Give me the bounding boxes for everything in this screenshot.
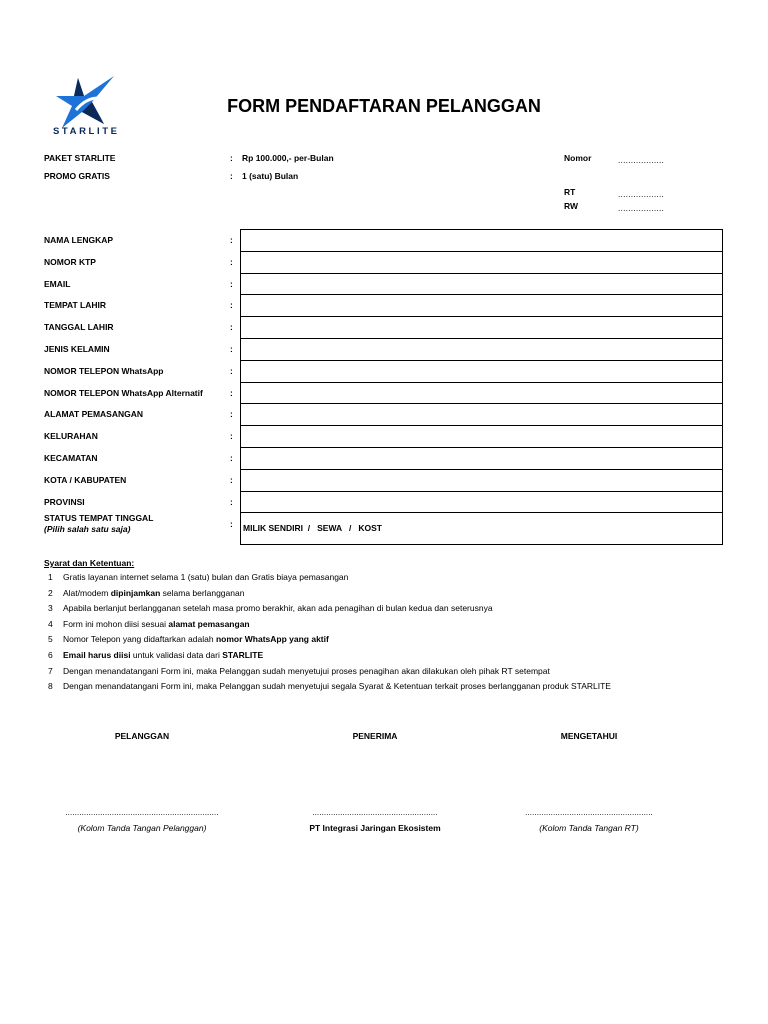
nomor-ktp-input[interactable] xyxy=(241,252,722,274)
colon: : xyxy=(230,409,233,420)
promo-label: PROMO GRATIS xyxy=(44,171,110,181)
paket-value: Rp 100.000,- per-Bulan xyxy=(242,153,334,163)
colon: : xyxy=(230,235,233,245)
field-label: NOMOR TELEPON WhatsApp Alternatif xyxy=(44,387,203,398)
pelanggan-signature-line[interactable]: .................................................................. xyxy=(65,808,219,817)
colon: : xyxy=(230,278,233,289)
colon: : xyxy=(230,431,233,442)
form-label-row xyxy=(44,360,244,382)
nomor-label: Nomor xyxy=(564,153,592,163)
term-text xyxy=(63,619,250,629)
colon: : xyxy=(230,322,233,333)
nomor-field[interactable]: .................. xyxy=(618,155,665,165)
colon: : xyxy=(230,474,233,485)
field-label: NOMOR TELEPON WhatsApp xyxy=(44,365,164,376)
tanggal-lahir-input[interactable] xyxy=(241,317,722,339)
status-options-text: MILIK SENDIRI / SEWA / KOST xyxy=(243,523,383,534)
mengetahui-caption: (Kolom Tanda Tangan RT) xyxy=(539,823,639,833)
list-item xyxy=(44,681,734,697)
terms-heading: Syarat dan Ketentuan: xyxy=(44,558,135,568)
term-text xyxy=(63,681,611,691)
term-text-part: Form ini mohon diisi sesuai xyxy=(63,618,169,629)
term-text-bold: dipinjamkan xyxy=(110,587,161,598)
term-text-part: Nomor Telepon yang didaftarkan adalah xyxy=(63,634,216,645)
form-label-row xyxy=(44,447,244,469)
promo-value: 1 (satu) Bulan xyxy=(242,171,299,181)
list-item xyxy=(44,619,734,635)
list-item xyxy=(44,572,734,588)
field-label: EMAIL xyxy=(44,278,71,289)
rt-label: RT xyxy=(564,187,576,197)
list-item xyxy=(44,650,734,666)
term-text-part: Alat/modem xyxy=(63,587,111,598)
colon: : xyxy=(230,300,233,311)
kota-kabupaten-input[interactable] xyxy=(241,470,722,492)
term-text xyxy=(63,588,244,598)
term-text-bold: alamat pemasangan xyxy=(168,618,250,629)
field-label: NAMA LENGKAP xyxy=(44,235,114,245)
term-number: 8 xyxy=(48,681,53,692)
alamat-pemasangan-input[interactable] xyxy=(241,404,722,426)
term-text-part: Gratis layanan internet selama 1 (satu) bulan dan Gratis biaya pemasangan xyxy=(63,572,349,582)
field-label: ALAMAT PEMASANGAN xyxy=(44,409,144,420)
term-number: 1 xyxy=(48,572,53,582)
mengetahui-signature-line[interactable]: ....................................................... xyxy=(525,808,653,817)
colon: : xyxy=(230,153,233,163)
pelanggan-caption: (Kolom Tanda Tangan Pelanggan) xyxy=(77,823,207,833)
paket-label: PAKET STARLITE xyxy=(44,153,116,163)
field-label: KOTA / KABUPATEN xyxy=(44,474,127,485)
penerima-heading: PENERIMA xyxy=(352,731,398,741)
form-label-row xyxy=(44,491,244,513)
colon: : xyxy=(230,171,233,181)
list-item xyxy=(44,588,734,604)
rw-label: RW xyxy=(564,201,579,211)
terms-list xyxy=(44,572,734,697)
rw-field[interactable]: .................. xyxy=(618,203,665,213)
penerima-caption: PT Integrasi Jaringan Ekosistem xyxy=(309,823,441,833)
form-label-row xyxy=(44,229,244,251)
provinsi-input[interactable] xyxy=(241,492,722,514)
list-item xyxy=(44,666,734,682)
page-title: FORM PENDAFTARAN PELANGGAN xyxy=(227,96,541,116)
nama-lengkap-input[interactable] xyxy=(241,230,722,252)
field-label: TANGGAL LAHIR xyxy=(44,322,114,333)
term-text xyxy=(63,666,550,676)
penerima-signature-line[interactable]: ...................................................... xyxy=(312,808,438,817)
colon: : xyxy=(230,452,233,463)
term-number: 5 xyxy=(48,634,53,645)
field-label: KECAMATAN xyxy=(44,452,98,463)
jenis-kelamin-input[interactable] xyxy=(241,339,722,361)
form-label-row xyxy=(44,273,244,295)
term-number: 3 xyxy=(48,603,53,614)
list-item xyxy=(44,603,734,619)
form-label-row xyxy=(44,469,244,491)
colon: : xyxy=(230,365,233,376)
field-label: PROVINSI xyxy=(44,496,85,507)
list-item xyxy=(44,634,734,650)
rt-field[interactable]: .................. xyxy=(618,189,665,199)
form-label-row xyxy=(44,512,244,543)
term-text-part: Dengan menandatangani Form ini, maka Pelanggan sudah menyetujui proses penagihan akan dilakukan oleh pihak RT setempat xyxy=(63,665,550,676)
field-label: TEMPAT LAHIR xyxy=(44,300,107,311)
colon: : xyxy=(230,343,233,354)
field-label: KELURAHAN xyxy=(44,431,98,442)
term-text-bold: STARLITE xyxy=(222,649,264,660)
term-text xyxy=(63,634,329,644)
tempat-lahir-input[interactable] xyxy=(241,295,722,317)
term-text-part: Apabila berlanjut berlangganan setelah masa promo berakhir, akan ada penagihan di bulan kedua dan seterusnya xyxy=(63,603,493,614)
form-label-row xyxy=(44,316,244,338)
mengetahui-heading: MENGETAHUI xyxy=(560,731,618,741)
kecamatan-input[interactable] xyxy=(241,448,722,470)
form-label-row xyxy=(44,403,244,425)
field-label: JENIS KELAMIN xyxy=(44,343,110,354)
form-labels xyxy=(44,229,244,543)
logo-text: STARLITE xyxy=(53,126,120,137)
term-text-bold: Email harus diisi xyxy=(63,649,131,660)
term-text-bold: nomor WhatsApp yang aktif xyxy=(215,634,329,645)
term-text xyxy=(63,603,493,613)
colon: : xyxy=(230,496,233,507)
term-number: 7 xyxy=(48,665,53,676)
email-input[interactable] xyxy=(241,274,722,296)
form-label-row xyxy=(44,425,244,447)
telepon-whatsapp-input[interactable] xyxy=(241,361,722,383)
telepon-alternatif-input[interactable] xyxy=(241,383,722,405)
form-label-row xyxy=(44,338,244,360)
term-text-part: selama berlangganan xyxy=(160,587,245,598)
term-text xyxy=(63,650,263,660)
form-label-row xyxy=(44,251,244,273)
term-text-part: Dengan menandatangani Form ini, maka Pelanggan sudah menyetujui segala Syarat & Ketentuan terkait proses berlangganan produk STARLITE xyxy=(63,681,611,692)
form-label-row xyxy=(44,382,244,404)
field-label: NOMOR KTP xyxy=(44,256,96,267)
form-fields-table xyxy=(240,229,723,545)
status-tempat-tinggal-options[interactable] xyxy=(241,513,722,544)
form-label-row xyxy=(44,294,244,316)
term-text-part: untuk validasi data dari xyxy=(130,649,223,660)
term-number: 4 xyxy=(48,618,53,629)
term-number: 2 xyxy=(48,587,53,598)
colon: : xyxy=(230,387,233,398)
status-hint: (Pilih salah satu saja) xyxy=(44,524,131,535)
pelanggan-heading: PELANGGAN xyxy=(114,731,170,741)
kelurahan-input[interactable] xyxy=(241,426,722,448)
status-label-text: STATUS TEMPAT TINGGAL xyxy=(44,513,154,524)
status-label xyxy=(44,513,153,534)
term-text xyxy=(63,572,348,582)
colon: : xyxy=(230,256,233,267)
colon: : xyxy=(230,519,233,530)
term-number: 6 xyxy=(48,649,53,660)
